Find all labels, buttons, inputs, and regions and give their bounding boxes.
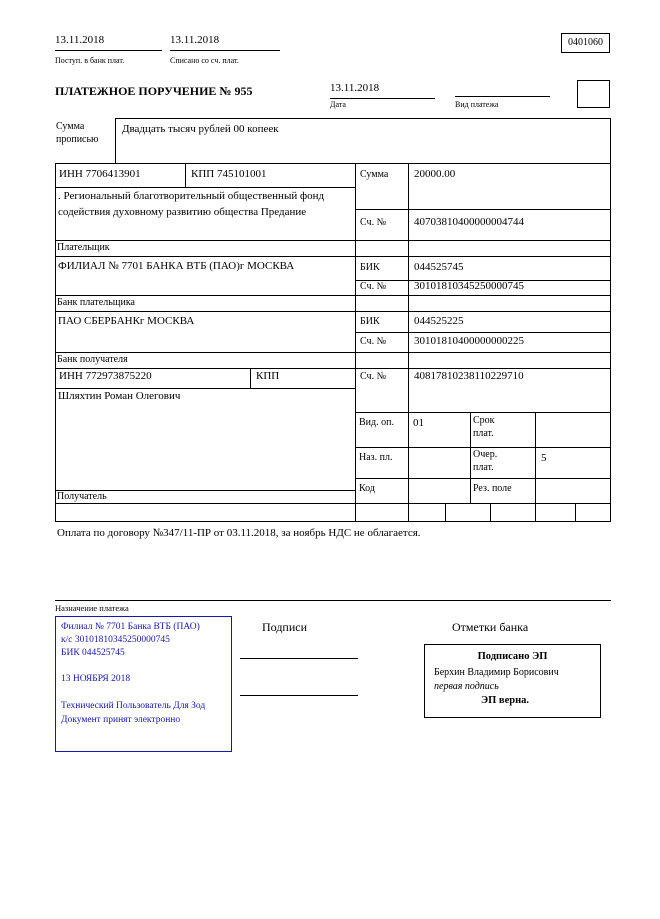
- esign-name: Берхин Владимир Борисович: [434, 667, 559, 678]
- table-border: [55, 163, 56, 521]
- payee-bank-account-label: Сч. №: [360, 336, 387, 347]
- table-border: [55, 256, 611, 257]
- received-date-label: Поступ. в банк плат.: [55, 56, 125, 65]
- table-border: [55, 163, 611, 164]
- stamp-accepted-note: Документ принят электронно: [61, 715, 181, 725]
- table-border: [535, 412, 536, 521]
- payee-inn: ИНН 772973875220: [59, 370, 152, 382]
- table-border: [355, 209, 611, 210]
- table-border: [55, 368, 611, 369]
- bank-marks-label: Отметки банка: [452, 620, 529, 634]
- payee-name: Шляхтин Роман Олегович: [58, 390, 181, 402]
- table-border: [55, 503, 611, 504]
- payer-inn: ИНН 7706413901: [59, 168, 141, 180]
- payer-bank-bik-label: БИК: [360, 262, 380, 273]
- esign-stamp: [424, 644, 601, 718]
- table-border: [55, 240, 611, 241]
- payment-purpose-code-label: Наз. пл.: [359, 452, 393, 463]
- payer-bank-name: ФИЛИАЛ № 7701 БАНКА ВТБ (ПАО)г МОСКВА: [58, 260, 295, 272]
- table-border: [55, 295, 611, 296]
- table-border: [55, 388, 356, 389]
- payment-term-label: Срок плат.: [473, 415, 495, 439]
- document-title: ПЛАТЕЖНОЕ ПОРУЧЕНИЕ № 955: [55, 84, 253, 98]
- table-border: [610, 118, 611, 163]
- table-border: [55, 187, 356, 188]
- esign-title: Подписано ЭП: [477, 651, 548, 662]
- table-border: [470, 412, 471, 503]
- signature-line: [240, 695, 358, 696]
- debited-date-label: Списано со сч. плат.: [170, 56, 239, 65]
- payment-type-box: [577, 80, 610, 108]
- date-label: Дата: [330, 100, 346, 109]
- reserve-field-label: Рез. поле: [473, 483, 512, 494]
- payer-kpp: КПП 745101001: [191, 168, 267, 180]
- payee-bank-bik-label: БИК: [360, 316, 380, 327]
- payer-bank-account-value: 30101810345250000745: [414, 280, 524, 292]
- bank-acceptance-stamp: [55, 616, 232, 752]
- table-border: [185, 163, 186, 187]
- stamp-operator: Технический Пользователь Для Зод: [61, 701, 206, 711]
- stamp-corr-account: к/с 30101810345250000745: [61, 635, 170, 645]
- payer-caption: Плательщик: [57, 242, 110, 253]
- table-border: [55, 311, 611, 312]
- received-date: 13.11.2018: [55, 34, 162, 51]
- payment-order-value: 5: [541, 452, 547, 464]
- amount-label: Сумма: [360, 169, 389, 180]
- payee-bank-bik-value: 044525225: [414, 315, 464, 327]
- payer-account-label: Сч. №: [360, 217, 387, 228]
- esign-verified: ЭП верна.: [481, 695, 530, 706]
- payer-name: . Региональный благотворительный общественный фонд содействия духовному развитию общества Предание: [58, 190, 325, 218]
- table-border: [115, 118, 116, 163]
- payer-bank-bik-value: 044525745: [414, 261, 464, 273]
- amount-words-label: Сумма прописью: [56, 121, 99, 145]
- table-border: [250, 368, 251, 388]
- payee-account-label: Сч. №: [360, 371, 387, 382]
- payment-type-underline: [455, 82, 550, 97]
- payer-account-value: 40703810400000004744: [414, 216, 524, 228]
- payee-caption: Получатель: [57, 491, 107, 502]
- payer-bank-caption: Банк плательщика: [57, 297, 135, 308]
- signatures-label: Подписи: [262, 620, 308, 634]
- document-date: 13.11.2018: [330, 82, 435, 99]
- table-border: [355, 447, 611, 448]
- debited-date: 13.11.2018: [170, 34, 280, 51]
- amount-value: 20000.00: [414, 168, 456, 180]
- table-border: [355, 332, 611, 333]
- payee-bank-name: ПАО СБЕРБАНКг МОСКВА: [58, 315, 195, 327]
- table-border: [115, 118, 611, 119]
- table-border: [55, 600, 611, 601]
- operation-type-value: 01: [413, 417, 424, 429]
- payee-account-value: 40817810238110229710: [414, 370, 524, 382]
- payer-bank-account-label: Сч. №: [360, 281, 387, 292]
- stamp-date: 13 НОЯБРЯ 2018: [61, 674, 131, 684]
- table-border: [355, 478, 611, 479]
- payee-bank-account-value: 30101810400000000225: [414, 335, 524, 347]
- table-border: [610, 163, 611, 521]
- table-border: [355, 163, 356, 521]
- stamp-bank-name: Филиал № 7701 Банка ВТБ (ПАО): [61, 622, 200, 632]
- payment-order-label: Очер. плат.: [473, 449, 498, 473]
- payee-kpp-label: КПП: [256, 370, 280, 382]
- table-border: [575, 503, 576, 521]
- signature-line: [240, 658, 358, 659]
- table-border: [55, 521, 611, 522]
- esign-subtitle: первая подпись: [434, 681, 499, 692]
- payment-purpose-text: Оплата по договору №347/11-ПР от 03.11.2018, за ноябрь НДС не облагается.: [57, 527, 421, 539]
- amount-words-value: Двадцать тысяч рублей 00 копеек: [122, 123, 279, 135]
- table-border: [355, 412, 611, 413]
- form-code-box: 0401060: [561, 33, 610, 53]
- stamp-bik: БИК 044525745: [61, 648, 125, 658]
- table-border: [490, 503, 491, 521]
- table-border: [408, 163, 409, 521]
- table-border: [55, 352, 611, 353]
- operation-type-label: Вид. оп.: [359, 417, 394, 428]
- code-label: Код: [359, 483, 375, 494]
- payee-bank-caption: Банк получателя: [57, 354, 128, 365]
- table-border: [445, 503, 446, 521]
- payment-purpose-caption: Назначение платежа: [55, 603, 129, 613]
- payment-type-label: Вид платежа: [455, 100, 499, 109]
